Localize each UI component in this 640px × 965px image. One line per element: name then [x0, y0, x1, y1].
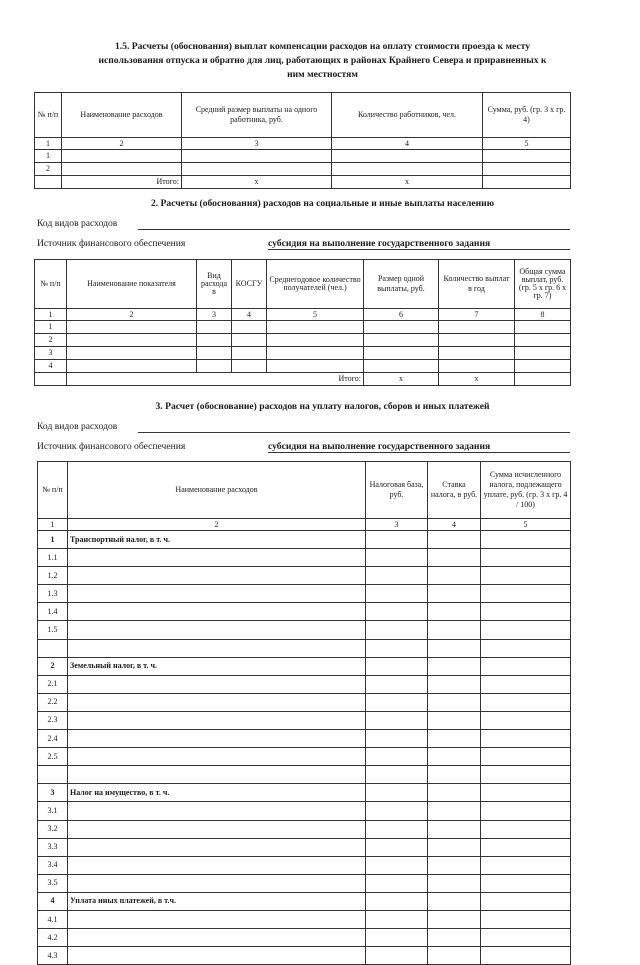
section-3-source-label: Источник финансового обеспечения: [37, 441, 186, 452]
table-cell[interactable]: [182, 150, 332, 163]
table-row: [38, 947, 571, 965]
column-number-row: [35, 138, 571, 150]
table-cell[interactable]: [366, 693, 428, 711]
table-row: [38, 549, 571, 567]
table-cell[interactable]: [197, 334, 232, 347]
table-cell[interactable]: [428, 730, 481, 748]
table-row: [38, 711, 571, 729]
table-cell[interactable]: [232, 360, 267, 373]
table-cell[interactable]: [366, 856, 428, 874]
table-cell[interactable]: [439, 334, 515, 347]
table-cell[interactable]: [481, 947, 571, 965]
table-cell[interactable]: [515, 321, 571, 334]
table-row: [38, 603, 571, 621]
table-cell[interactable]: [366, 567, 428, 585]
table-cell[interactable]: [366, 910, 428, 928]
table-row: [38, 639, 571, 657]
table-cell[interactable]: [428, 748, 481, 766]
row-number: 1: [35, 150, 62, 163]
row-name[interactable]: [68, 802, 366, 820]
column-number-row: [38, 519, 571, 531]
column-number: 7: [439, 309, 515, 321]
column-number: 1: [38, 519, 68, 531]
row-number: 3.4: [38, 856, 68, 874]
table-cell[interactable]: [428, 766, 481, 784]
row-number: 4: [38, 892, 68, 910]
row-number: 4: [35, 360, 67, 373]
section-15-title-line1: 1.5. Расчеты (обоснования) выплат компенсации расходов на оплату стоимости проезда к месту: [114, 41, 531, 52]
table-cell[interactable]: [481, 784, 571, 802]
row-number: 4.2: [38, 929, 68, 947]
section-2-title: 2. Расчеты (обоснования) расходов на социальные и иные выплаты населению: [150, 198, 495, 209]
table-cell[interactable]: [481, 874, 571, 892]
row-number: 3.1: [38, 802, 68, 820]
table-row: [38, 693, 571, 711]
table-cell[interactable]: [481, 621, 571, 639]
section-2-source-label: Источник финансового обеспечения: [37, 238, 186, 249]
table-cell[interactable]: [366, 784, 428, 802]
table-cell[interactable]: [428, 820, 481, 838]
table-row: [35, 334, 571, 347]
table-cell[interactable]: [515, 334, 571, 347]
x-mark: х: [364, 373, 439, 386]
section-2-table: [34, 259, 571, 386]
table-cell[interactable]: [439, 321, 515, 334]
total-row: [35, 176, 571, 189]
table-cell[interactable]: [428, 657, 481, 675]
table-row: [38, 874, 571, 892]
table-cell[interactable]: [481, 910, 571, 928]
header-cell: Общая сумма выплат, руб. (гр. 5 х гр. 6 х гр. 7): [515, 260, 571, 309]
table-row: [35, 321, 571, 334]
row-number: [38, 639, 68, 657]
total-label: Итого:: [62, 176, 182, 189]
table-row: [35, 347, 571, 360]
row-number: 3: [35, 347, 67, 360]
table-cell[interactable]: [428, 531, 481, 549]
table-cell[interactable]: [481, 657, 571, 675]
x-mark: х: [182, 176, 332, 189]
column-number: 4: [332, 138, 483, 150]
table-cell[interactable]: [481, 639, 571, 657]
table-row: [38, 585, 571, 603]
table-cell[interactable]: [481, 549, 571, 567]
row-name[interactable]: [68, 693, 366, 711]
header-cell: Наименование расходов: [68, 462, 366, 519]
header-cell: Количество выплат в год: [439, 260, 515, 309]
row-name: Налог на имущество, в т. ч.: [68, 784, 366, 802]
row-number: 1.1: [38, 549, 68, 567]
row-name: Уплата иных платежей, в т.ч.: [68, 892, 366, 910]
column-number: 4: [428, 519, 481, 531]
section-3-title: 3. Расчет (обоснование) расходов на уплату налогов, сборов и иных платежей: [155, 401, 490, 412]
row-name[interactable]: [68, 820, 366, 838]
table-cell[interactable]: [267, 360, 364, 373]
table-cell[interactable]: [481, 929, 571, 947]
table-cell[interactable]: [428, 567, 481, 585]
table-cell[interactable]: [481, 838, 571, 856]
table-cell[interactable]: [481, 766, 571, 784]
table-cell[interactable]: [62, 150, 182, 163]
header-cell: Размер одной выплаты, руб.: [364, 260, 439, 309]
column-number: 2: [62, 138, 182, 150]
row-number: 3: [38, 784, 68, 802]
header-cell: № п/п: [35, 260, 67, 309]
table-cell[interactable]: [366, 947, 428, 965]
table-cell[interactable]: [366, 585, 428, 603]
row-number: 4.1: [38, 910, 68, 928]
row-number: 2: [35, 334, 67, 347]
table-cell[interactable]: [332, 163, 483, 176]
table-cell[interactable]: [232, 347, 267, 360]
total-row: [35, 373, 571, 386]
table-cell[interactable]: [515, 347, 571, 360]
table-cell[interactable]: [366, 892, 428, 910]
row-number: 2.4: [38, 730, 68, 748]
table-row: [38, 766, 571, 784]
table-cell[interactable]: [428, 639, 481, 657]
column-number: 5: [267, 309, 364, 321]
table-row: [38, 531, 571, 549]
table-cell[interactable]: [366, 675, 428, 693]
section-15-title-line3: ним местностям: [287, 69, 358, 80]
x-mark: х: [332, 176, 483, 189]
row-name[interactable]: [68, 639, 366, 657]
table-header-row: [35, 260, 571, 309]
table-cell[interactable]: [366, 820, 428, 838]
table-cell[interactable]: [428, 910, 481, 928]
row-number: 3.2: [38, 820, 68, 838]
table-cell[interactable]: [364, 321, 439, 334]
section-15-title: [30, 40, 615, 82]
section-3-table: [37, 461, 571, 965]
header-cell: Средний размер выплаты на одного работника, руб.: [182, 93, 332, 138]
table-cell[interactable]: [483, 163, 571, 176]
row-number: [38, 766, 68, 784]
table-header-row: [38, 462, 571, 519]
table-cell[interactable]: [364, 334, 439, 347]
row-number: 1.5: [38, 621, 68, 639]
row-name[interactable]: [68, 929, 366, 947]
table-cell[interactable]: [267, 321, 364, 334]
row-number: 1: [38, 531, 68, 549]
row-name[interactable]: [68, 603, 366, 621]
table-cell[interactable]: [366, 929, 428, 947]
table-cell[interactable]: [481, 567, 571, 585]
table-cell[interactable]: [515, 373, 571, 386]
table-cell[interactable]: [366, 549, 428, 567]
section-15-table: [34, 92, 571, 189]
table-cell[interactable]: [182, 163, 332, 176]
table-cell[interactable]: [366, 657, 428, 675]
header-cell: Наименование показателя: [67, 260, 197, 309]
column-number: 6: [364, 309, 439, 321]
table-cell[interactable]: [481, 585, 571, 603]
table-cell[interactable]: [366, 730, 428, 748]
table-header-row: [35, 93, 571, 138]
header-cell: № п/п: [35, 93, 62, 138]
table-cell[interactable]: [428, 838, 481, 856]
column-number: 5: [481, 519, 571, 531]
row-name[interactable]: [68, 947, 366, 965]
row-number: 2.5: [38, 748, 68, 766]
table-cell[interactable]: [428, 929, 481, 947]
row-name[interactable]: [68, 675, 366, 693]
x-mark: х: [439, 373, 515, 386]
table-cell[interactable]: [197, 347, 232, 360]
table-cell[interactable]: [428, 874, 481, 892]
table-row: [38, 929, 571, 947]
row-name[interactable]: [68, 730, 366, 748]
table-cell[interactable]: [197, 360, 232, 373]
row-name[interactable]: [68, 856, 366, 874]
table-cell[interactable]: [515, 360, 571, 373]
table-cell[interactable]: [366, 603, 428, 621]
table-cell[interactable]: [481, 856, 571, 874]
row-name[interactable]: [68, 711, 366, 729]
column-number: 1: [35, 309, 67, 321]
header-cell: Вид расхода в: [197, 260, 232, 309]
header-cell: КОСГУ: [232, 260, 267, 309]
header-cell: Количество работников, чел.: [332, 93, 483, 138]
table-cell[interactable]: [481, 693, 571, 711]
table-cell: [35, 176, 62, 189]
header-cell: Наименование расходов: [62, 93, 182, 138]
table-cell[interactable]: [428, 621, 481, 639]
table-cell[interactable]: [439, 360, 515, 373]
table-row: [38, 567, 571, 585]
row-name[interactable]: [68, 621, 366, 639]
row-number: 1: [35, 321, 67, 334]
table-cell[interactable]: [366, 766, 428, 784]
table-cell[interactable]: [366, 838, 428, 856]
table-row: [38, 802, 571, 820]
table-row: [38, 675, 571, 693]
table-cell[interactable]: [366, 748, 428, 766]
column-number: 3: [366, 519, 428, 531]
table-cell[interactable]: [428, 711, 481, 729]
section-3-code-field[interactable]: [138, 432, 570, 433]
row-name[interactable]: [68, 766, 366, 784]
table-row: [38, 657, 571, 675]
column-number: 5: [483, 138, 571, 150]
column-number: 1: [35, 138, 62, 150]
total-label: Итого:: [67, 373, 364, 386]
table-row: [35, 163, 571, 176]
column-number-row: [35, 309, 571, 321]
table-cell[interactable]: [428, 603, 481, 621]
row-name: Транспортный налог, в т. ч.: [68, 531, 366, 549]
header-cell: Сумма, руб. (гр. 3 х гр. 4): [483, 93, 571, 138]
header-cell: № п/п: [38, 462, 68, 519]
table-cell[interactable]: [481, 820, 571, 838]
table-cell[interactable]: [481, 711, 571, 729]
section-2-code-label: Код видов расходов: [37, 218, 118, 229]
column-number: 4: [232, 309, 267, 321]
row-name[interactable]: [68, 910, 366, 928]
table-cell[interactable]: [428, 802, 481, 820]
table-row: [38, 838, 571, 856]
table-cell[interactable]: [428, 892, 481, 910]
section-15-title-line2: использования отпуска и обратно для лиц, работающих в районах Крайнего Севера и приравненных к: [98, 55, 547, 66]
table-cell[interactable]: [364, 347, 439, 360]
column-number: 2: [68, 519, 366, 531]
row-number: 2.3: [38, 711, 68, 729]
section-3-body: [38, 531, 571, 965]
column-number: 2: [67, 309, 197, 321]
table-cell[interactable]: [366, 621, 428, 639]
table-cell[interactable]: [481, 603, 571, 621]
table-cell[interactable]: [366, 802, 428, 820]
table-cell[interactable]: [232, 321, 267, 334]
table-cell[interactable]: [364, 360, 439, 373]
column-number: 3: [182, 138, 332, 150]
table-cell[interactable]: [67, 321, 197, 334]
table-cell[interactable]: [267, 347, 364, 360]
section-2-source-value: субсидия на выполнение государственного задания: [268, 238, 570, 250]
table-row: [38, 621, 571, 639]
table-row: [38, 748, 571, 766]
row-number: 2: [35, 163, 62, 176]
row-name[interactable]: [68, 748, 366, 766]
section-2-code-field[interactable]: [138, 229, 570, 230]
row-number: 2: [38, 657, 68, 675]
table-cell[interactable]: [67, 347, 197, 360]
table-cell[interactable]: [267, 334, 364, 347]
table-row: [38, 892, 571, 910]
table-cell[interactable]: [428, 675, 481, 693]
header-cell: Ставка налога, в руб.: [428, 462, 481, 519]
table-cell[interactable]: [428, 549, 481, 567]
table-cell[interactable]: [428, 693, 481, 711]
table-row: [35, 360, 571, 373]
row-number: 1.4: [38, 603, 68, 621]
table-cell[interactable]: [428, 856, 481, 874]
table-cell[interactable]: [439, 347, 515, 360]
section-3-source-value: субсидия на выполнение государственного задания: [268, 441, 570, 453]
row-name[interactable]: [68, 585, 366, 603]
row-number: 3.3: [38, 838, 68, 856]
table-cell[interactable]: [366, 531, 428, 549]
row-name: Земельный налог, в т. ч.: [68, 657, 366, 675]
table-row: [38, 910, 571, 928]
table-cell[interactable]: [481, 892, 571, 910]
table-row: [38, 856, 571, 874]
table-cell[interactable]: [332, 150, 483, 163]
table-cell[interactable]: [366, 711, 428, 729]
table-cell: [35, 373, 67, 386]
column-number: 3: [197, 309, 232, 321]
table-cell[interactable]: [428, 784, 481, 802]
table-cell[interactable]: [428, 585, 481, 603]
table-cell[interactable]: [232, 334, 267, 347]
table-cell[interactable]: [62, 163, 182, 176]
table-cell[interactable]: [197, 321, 232, 334]
table-row: [38, 784, 571, 802]
row-name[interactable]: [68, 549, 366, 567]
column-number: 8: [515, 309, 571, 321]
table-cell[interactable]: [366, 874, 428, 892]
row-name[interactable]: [68, 567, 366, 585]
table-cell[interactable]: [483, 150, 571, 163]
table-cell[interactable]: [481, 531, 571, 549]
table-cell[interactable]: [481, 730, 571, 748]
header-cell: Сумма исчисленного налога, подлежащего уплате, руб. (гр. 3 х гр. 4 / 100): [481, 462, 571, 519]
row-number: 4.3: [38, 947, 68, 965]
table-cell[interactable]: [481, 802, 571, 820]
table-row: [38, 820, 571, 838]
header-cell: Среднегодовое количество получателей (чел.): [267, 260, 364, 309]
header-cell: Налоговая база, руб.: [366, 462, 428, 519]
row-number: 1.3: [38, 585, 68, 603]
row-number: 3.5: [38, 874, 68, 892]
table-cell[interactable]: [366, 639, 428, 657]
table-cell[interactable]: [67, 360, 197, 373]
table-row: [35, 150, 571, 163]
section-3-code-label: Код видов расходов: [37, 421, 118, 432]
row-name[interactable]: [68, 838, 366, 856]
row-number: 2.2: [38, 693, 68, 711]
table-cell[interactable]: [481, 675, 571, 693]
table-cell[interactable]: [481, 748, 571, 766]
row-name[interactable]: [68, 874, 366, 892]
row-number: 2.1: [38, 675, 68, 693]
table-row: [38, 730, 571, 748]
table-cell[interactable]: [428, 947, 481, 965]
table-cell[interactable]: [67, 334, 197, 347]
row-number: 1.2: [38, 567, 68, 585]
table-cell[interactable]: [483, 176, 571, 189]
